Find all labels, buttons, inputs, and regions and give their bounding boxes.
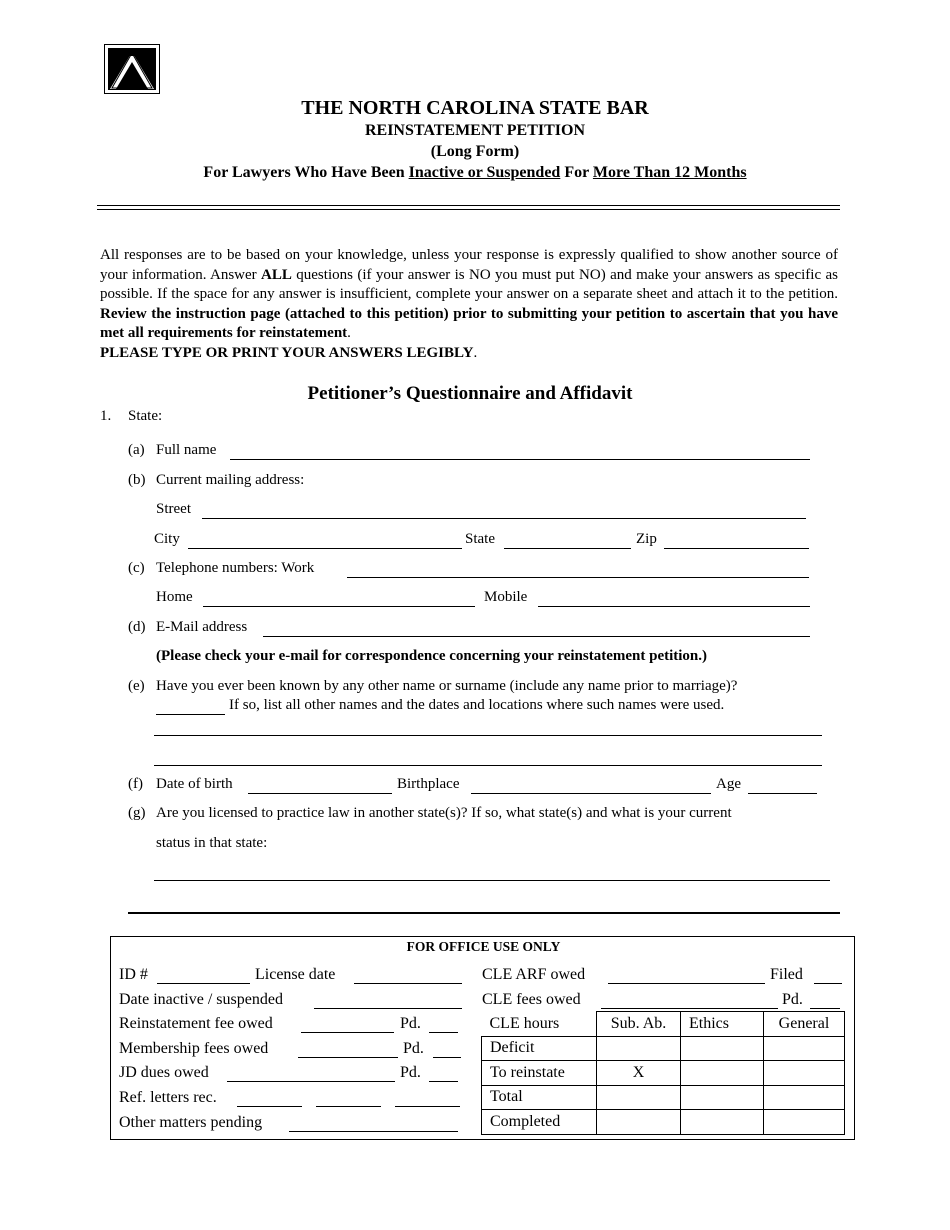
- full-name-field[interactable]: [230, 459, 810, 460]
- q-a-letter: (a): [128, 442, 145, 458]
- cle-arf-field[interactable]: [608, 983, 765, 984]
- sub-ab-header: Sub. Ab.: [597, 1012, 681, 1037]
- form-title: REINSTATEMENT PETITION: [364, 122, 586, 139]
- license-date-label: License date: [255, 966, 336, 983]
- birthplace-label: Birthplace: [397, 776, 460, 792]
- questionnaire-title: Petitioner’s Questionnaire and Affidavit: [307, 383, 633, 404]
- age-field[interactable]: [748, 793, 817, 794]
- scope-text-2: Inactive or Suspended: [408, 164, 561, 181]
- license-date-field[interactable]: [354, 983, 462, 984]
- q-e-letter: (e): [128, 678, 145, 694]
- section-divider: [128, 912, 840, 914]
- jd-dues-pd-label: Pd.: [400, 1064, 421, 1081]
- id-field[interactable]: [157, 983, 250, 984]
- state-field[interactable]: [504, 548, 631, 549]
- reinstatement-fee-pd-label: Pd.: [400, 1015, 421, 1032]
- work-phone-field[interactable]: [347, 577, 809, 578]
- membership-fees-label: Membership fees owed: [119, 1040, 269, 1057]
- email-label: E-Mail address: [156, 619, 248, 635]
- cle-row-total: [482, 1085, 845, 1110]
- cle-cell[interactable]: [597, 1110, 681, 1135]
- cle-row-label: Total: [482, 1085, 597, 1110]
- cle-cell[interactable]: [681, 1110, 764, 1135]
- q-g-letter: (g): [128, 805, 146, 821]
- state-bar-logo: [104, 44, 160, 94]
- logo-mark-icon: [108, 48, 156, 90]
- cle-cell[interactable]: [597, 1036, 681, 1061]
- cle-row-label: To reinstate: [482, 1061, 597, 1086]
- cle-cell[interactable]: [764, 1085, 845, 1110]
- mobile-phone-field[interactable]: [538, 606, 810, 607]
- age-label: Age: [716, 776, 741, 792]
- date-inactive-field[interactable]: [314, 1008, 462, 1009]
- cle-header-row: [482, 1012, 845, 1037]
- email-note: (Please check your e-mail for correspondence concerning your reinstatement petition.): [156, 648, 708, 664]
- other-state-status-field[interactable]: [154, 880, 830, 881]
- cle-cell[interactable]: [681, 1085, 764, 1110]
- q-f-letter: (f): [128, 776, 143, 792]
- other-names-question: Have you ever been known by any other name or surname (include any name prior to marriage)?: [156, 678, 738, 694]
- membership-fees-pd-field[interactable]: [433, 1057, 461, 1058]
- instructions-paragraph: All responses are to be based on your knowledge, unless your response is expressly qualified to show another source of your information. Answer ALL questions (if your answer is NO you must put NO) and make your answers as specific as possible. If the space for any answer is insufficient, complete your answer on a separate sheet and attach it to the petition. Review the instruction page (attached to this petition) prior to submitting your petition to ascertain that you have met all requirements for reinstatement. PLEASE TYPE OR PRINT YOUR ANSWERS LEGIBLY.: [100, 247, 838, 361]
- cle-fees-field[interactable]: [601, 1008, 778, 1009]
- office-use-box: [110, 936, 855, 1140]
- birthplace-field[interactable]: [471, 793, 711, 794]
- street-field[interactable]: [202, 518, 806, 519]
- scope-text-1: For Lawyers Who Have Been: [203, 164, 409, 181]
- cle-row-label: Deficit: [482, 1036, 597, 1061]
- email-field[interactable]: [263, 636, 810, 637]
- cle-cell[interactable]: [597, 1085, 681, 1110]
- city-field[interactable]: [188, 548, 462, 549]
- home-phone-field[interactable]: [203, 606, 475, 607]
- form-subtitle: (Long Form): [430, 143, 520, 160]
- other-state-license-question-cont: status in that state:: [156, 835, 268, 851]
- q-b-letter: (b): [128, 472, 146, 488]
- cle-fees-pd-field[interactable]: [810, 1008, 840, 1009]
- jd-dues-field[interactable]: [227, 1081, 395, 1082]
- cle-cell[interactable]: [681, 1036, 764, 1061]
- q1-label: State:: [128, 408, 163, 424]
- other-matters-field[interactable]: [289, 1131, 458, 1132]
- date-inactive-label: Date inactive / suspended: [119, 991, 283, 1008]
- cle-fees-pd-label: Pd.: [782, 991, 803, 1008]
- zip-label: Zip: [636, 531, 657, 547]
- q-c-letter: (c): [128, 560, 145, 576]
- membership-fees-field[interactable]: [298, 1057, 398, 1058]
- cle-cell[interactable]: [764, 1036, 845, 1061]
- ref-letter-1-field[interactable]: [237, 1106, 302, 1107]
- id-label: ID #: [119, 966, 148, 983]
- cle-row-completed: [482, 1110, 845, 1135]
- header-divider-top: [97, 205, 840, 206]
- other-state-license-question: Are you licensed to practice law in another state(s)? If so, what state(s) and what is your current: [156, 805, 732, 821]
- cle-hours-header: CLE hours: [489, 1014, 560, 1032]
- q1-number: 1.: [100, 408, 112, 424]
- state-label: State: [465, 531, 495, 547]
- dob-label: Date of birth: [156, 776, 233, 792]
- mobile-phone-label: Mobile: [484, 589, 528, 605]
- general-header: General: [764, 1012, 845, 1037]
- form-scope: [0, 164, 950, 182]
- filed-label: Filed: [770, 966, 803, 983]
- other-names-instruction: If so, list all other names and the dates and locations where such names were used.: [229, 697, 725, 713]
- street-label: Street: [156, 501, 191, 517]
- office-use-title: FOR OFFICE USE ONLY: [406, 939, 561, 954]
- home-phone-label: Home: [156, 589, 193, 605]
- other-names-line-2[interactable]: [154, 765, 822, 766]
- ref-letter-3-field[interactable]: [395, 1106, 460, 1107]
- ethics-header: Ethics: [681, 1012, 764, 1037]
- ref-letter-2-field[interactable]: [316, 1106, 381, 1107]
- other-names-line-1[interactable]: [154, 735, 822, 736]
- cle-row-to-reinstate: [482, 1061, 845, 1086]
- q-d-letter: (d): [128, 619, 146, 635]
- reinstatement-fee-pd-field[interactable]: [429, 1032, 458, 1033]
- header-divider-bottom: [97, 209, 840, 210]
- cle-row-label: Completed: [482, 1110, 597, 1135]
- jd-dues-pd-field[interactable]: [429, 1081, 458, 1082]
- cle-hours-table: [481, 1011, 845, 1135]
- cle-cell[interactable]: [764, 1110, 845, 1135]
- city-label: City: [154, 531, 180, 547]
- scope-text-4: More Than 12 Months: [592, 164, 747, 181]
- membership-fees-pd-label: Pd.: [403, 1040, 424, 1057]
- zip-field[interactable]: [664, 548, 809, 549]
- cle-cell[interactable]: [681, 1061, 764, 1086]
- cle-cell[interactable]: X: [597, 1061, 681, 1086]
- work-phone-label: Telephone numbers: Work: [156, 560, 315, 576]
- cle-cell[interactable]: [764, 1061, 845, 1086]
- jd-dues-label: JD dues owed: [119, 1064, 209, 1081]
- filed-field[interactable]: [814, 983, 842, 984]
- reinstatement-fee-label: Reinstatement fee owed: [119, 1015, 273, 1032]
- mailing-address-label: Current mailing address:: [156, 472, 305, 488]
- dob-field[interactable]: [248, 793, 392, 794]
- other-names-yes-no-field[interactable]: [156, 714, 225, 715]
- reinstatement-fee-field[interactable]: [301, 1032, 394, 1033]
- organization-name: THE NORTH CAROLINA STATE BAR: [301, 97, 649, 119]
- ref-letters-label: Ref. letters rec.: [119, 1089, 217, 1106]
- cle-fees-label: CLE fees owed: [482, 991, 581, 1008]
- other-matters-label: Other matters pending: [119, 1114, 263, 1131]
- full-name-label: Full name: [156, 442, 217, 458]
- scope-text-3: For: [560, 164, 593, 181]
- cle-arf-label: CLE ARF owed: [482, 966, 586, 983]
- cle-row-deficit: [482, 1036, 845, 1061]
